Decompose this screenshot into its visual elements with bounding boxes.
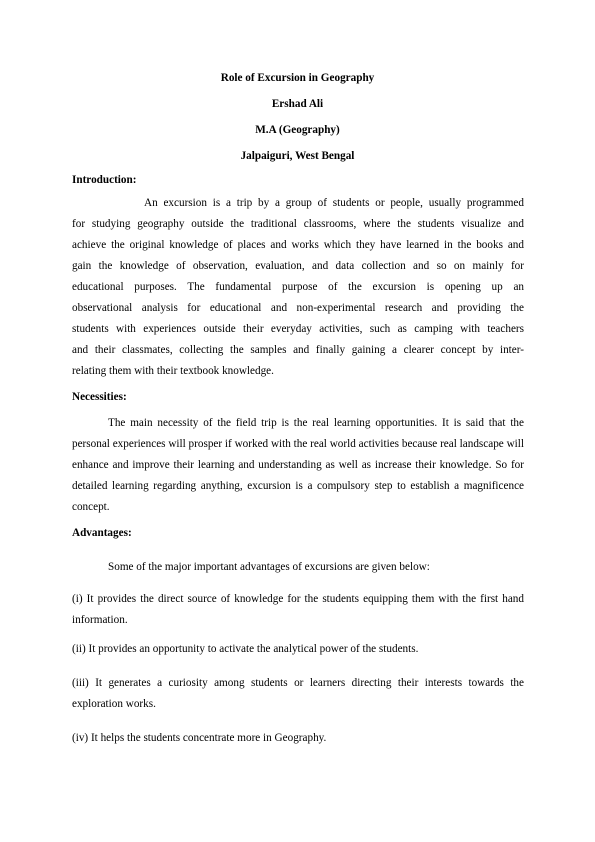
introduction-line: achieve the original knowledge of places and works which they have learned in the books and bbox=[72, 239, 524, 251]
introduction-line: observational analysis for educational and non-experimental research and providing the bbox=[72, 302, 524, 314]
necessities-heading: Necessities: bbox=[72, 391, 127, 403]
introduction-line: gain the knowledge of observation, evaluation, and data collection and so on mainly for bbox=[72, 260, 524, 272]
introduction-line: relating them with their textbook knowledge. bbox=[72, 365, 274, 377]
advantage-item: (iv) It helps the students concentrate more in Geography. bbox=[72, 732, 327, 744]
advantages-intro: Some of the major important advantages of excursions are given below: bbox=[108, 561, 430, 573]
author-location: Jalpaiguri, West Bengal bbox=[240, 150, 355, 162]
document-title: Role of Excursion in Geography bbox=[220, 72, 375, 84]
introduction-heading: Introduction: bbox=[72, 174, 137, 186]
author-name: Ershad Ali bbox=[271, 98, 324, 110]
advantage-item: (iii) It generates a curiosity among students or learners directing their interests towards the exploration works. bbox=[72, 677, 524, 710]
introduction-line: educational purposes. The fundamental purpose of the excursion is opening up an bbox=[72, 281, 524, 293]
advantages-heading: Advantages: bbox=[72, 527, 132, 539]
advantage-item: (i) It provides the direct source of knowledge for the students equipping them with the first hand information. bbox=[72, 593, 524, 626]
introduction-line: An excursion is a trip by a group of students or people, usually programmed bbox=[144, 197, 524, 209]
introduction-line: for studying geography outside the traditional classrooms, where the students visualize and bbox=[72, 218, 524, 230]
author-degree: M.A (Geography) bbox=[255, 124, 340, 136]
introduction-line: students with experiences outside their everyday activities, such as camping with teachers bbox=[72, 323, 524, 335]
necessities-paragraph: The main necessity of the field trip is the real learning opportunities. It is said that the personal experiences will prosper if worked with the real world activities because real landscape will enhance and improve their learning and understanding as well as increase their knowledge. So for detailed learning regarding anything, excursion is a compulsory step to establish a magnificence concept. bbox=[72, 417, 524, 513]
introduction-line: and their classmates, collecting the samples and finally gaining a clearer concept by inter- bbox=[72, 344, 524, 356]
advantage-item: (ii) It provides an opportunity to activate the analytical power of the students. bbox=[72, 643, 419, 655]
